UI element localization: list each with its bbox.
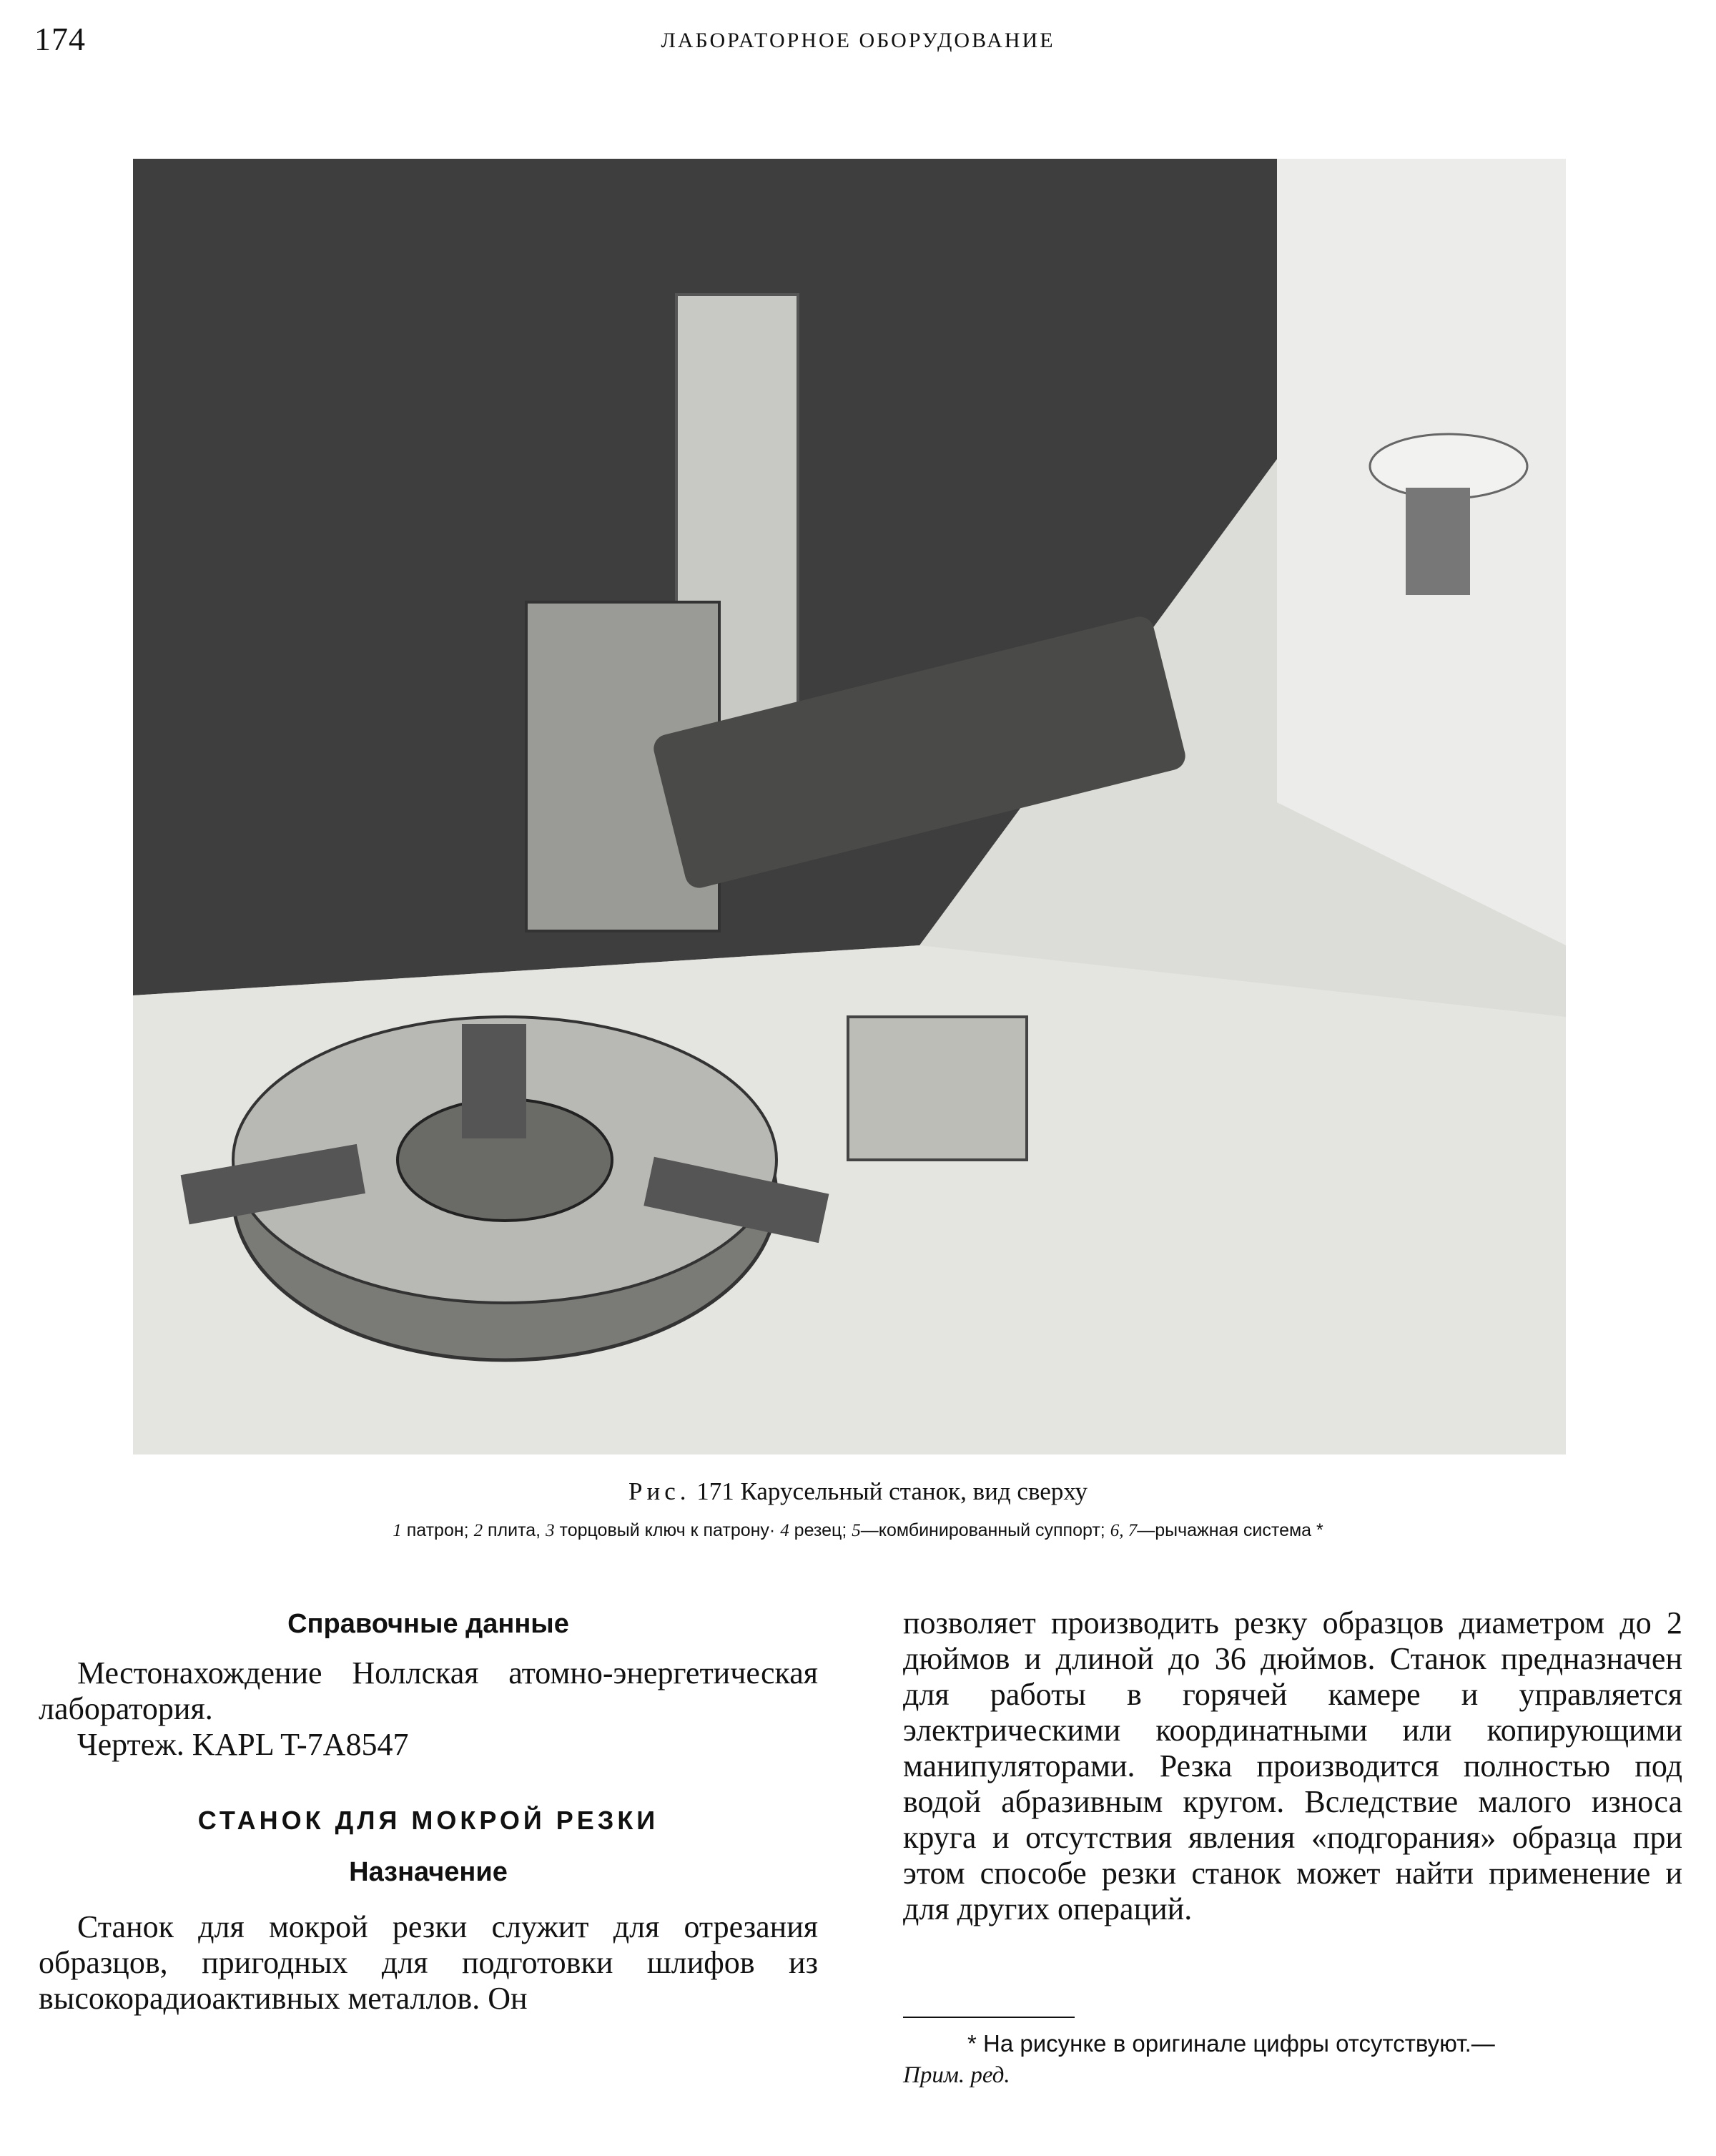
- figure-caption: [0, 1477, 1716, 1506]
- reference-heading: Справочные данные: [287, 1609, 569, 1639]
- figure-caption-text: Карусельный станок, вид сверху: [740, 1477, 1088, 1505]
- footnote-rule: [903, 2017, 1075, 2018]
- location-text: Местонахождение Ноллская атомно-энергетическая лаборатория.: [39, 1655, 818, 1726]
- drawing-text: Чертеж. KAPL T-7A8547: [77, 1727, 409, 1762]
- running-title: ЛАБОРАТОРНОЕ ОБОРУДОВАНИЕ: [661, 29, 1055, 52]
- legend-num: 2: [473, 1521, 483, 1540]
- legend-text: резец;: [794, 1520, 847, 1540]
- chuck-jaw: [462, 1024, 526, 1138]
- legend-text: торцовый ключ к патрону·: [559, 1520, 776, 1540]
- legend-num: 1: [393, 1521, 402, 1540]
- lathe-illustration: [133, 159, 1566, 1454]
- right-column: [903, 1605, 1682, 1927]
- figure-label: Рис.: [628, 1477, 691, 1505]
- footnote: [903, 2028, 1682, 2091]
- legend-text: —комбинированный суппорт;: [860, 1520, 1105, 1540]
- body-text: позволяет производить резку образцов диаметром до 2 дюймов и длиной до 36 дюймов. Станок предназначен для работы в горячей камере и управляется электрическими координатными или копирующими манипуляторами. Резка производится полностью под водой абразивным кругом. Вследствие малого износа круга и отсутствия явления «подгорания» образца при этом способе резки станок может найти применение и для других операций.: [903, 1605, 1682, 1926]
- legend-num: 6, 7: [1110, 1521, 1138, 1540]
- purpose-text: Станок для мокрой резки служит для отрезания образцов, пригодных для подготовки шлифов из высокорадиоактивных металлов. Он: [39, 1909, 818, 2016]
- page-number: 174: [34, 21, 86, 57]
- support-box: [848, 1017, 1027, 1160]
- legend-text: патрон;: [406, 1520, 469, 1540]
- legend-text: плита,: [488, 1520, 541, 1540]
- figure-photo: [133, 159, 1566, 1454]
- legend-text: —рычажная система *: [1137, 1520, 1323, 1540]
- footnote-editor: Прим. ред.: [903, 2062, 1010, 2088]
- figure-number: 171: [696, 1477, 734, 1505]
- figure-legend: [0, 1520, 1716, 1541]
- section-title: СТАНОК ДЛЯ МОКРОЙ РЕЗКИ: [197, 1806, 659, 1835]
- footnote-text: * На рисунке в оригинале цифры отсутствуют.—: [967, 2030, 1495, 2057]
- legend-num: 3: [546, 1521, 555, 1540]
- left-column: [39, 1609, 818, 2017]
- legend-num: 5: [852, 1521, 861, 1540]
- handwheel-post: [1406, 488, 1470, 595]
- purpose-heading: Назначение: [349, 1857, 508, 1887]
- legend-num: 4: [780, 1521, 789, 1540]
